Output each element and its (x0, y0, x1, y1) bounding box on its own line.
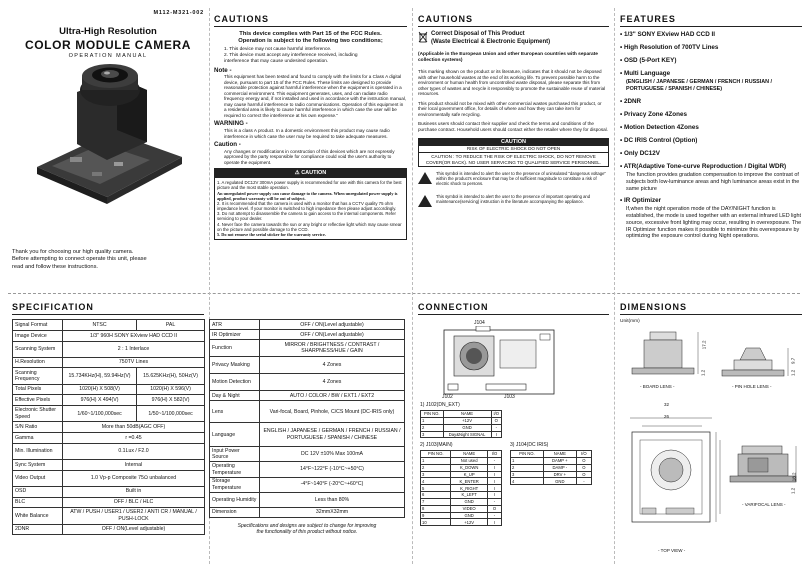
table-row: Language ENGLISH / JAPANESE / GERMAN / FRENCH / RUSSIAN / PORTUGUESE / SPANISH / CHINESE (210, 423, 405, 447)
column-divider (614, 8, 615, 564)
table-row: Privacy Masking 4 Zones (210, 357, 405, 374)
feature-item: • 1/3" SONY EXview HAD CCD II (620, 31, 716, 39)
model-number: M112-M321-002 (153, 10, 204, 16)
board-connection-diagram (440, 326, 590, 400)
j103-pin-table (420, 450, 502, 526)
table-row: 3 DRV + O (511, 471, 592, 478)
camera-module-image (22, 62, 192, 212)
varifocal-lens-drawing (620, 412, 800, 552)
features-list (620, 31, 802, 240)
table-row: Day & Night AUTO / COLOR / BW / EXT1 / EXT2 (210, 391, 405, 401)
spec-table-right (209, 319, 405, 518)
cautions-panel-2: CAUTIONS Correct Disposal of This Product (Waste Electrical & Electronic Equipment) (Applicable in the European Union and other European countries with separate collection systems) This marking shown on the product or its literature, indicates that it should not be disposed with other household wastes at the end of its working life. To prevent possible harm to the environment or human health from uncontrolled waste disposal, please separate this from other types of wastes and recycle it responsibly to promote the sustainable reuse of material resources. This product should not be mixed with other commercial wastes purchased this product, or their local government office, for details of where and how they can take item for environmentally safe recycling. Business users should contact their supplier and check the terms and conditions of the purchase contract. Household users should contact either the retailer where they for disposal. CAUTION RISK OF ELECTRIC SHOCK DO NOT OPEN CAUTION : TO REDUCE THE RISK OF ELECTRIC SHOCK, DO NOT REMOVE COVER(OR BACK). NO USER SERVICING TO QUALIFIED SERVICE PERSONNEL. This symbol is intended to alert the user to the presence of uninsulated "dangerous voltage" within the product's enclosure that may be of sufficient magnitude to constitute a risk of electric shock to persons. This symbol is intended to alert the user to the presence of important operating and maintenance(servicing) instruction in the literature accompanying the appliance. (418, 14, 609, 290)
table-row: Sync System Internal (13, 460, 205, 471)
feature-item: • IR Optimizer If,when the night operation mode of the DAY/NIGHT function is established, the mode is used together with an external infrared LED light source, excessive front lighting may occur, resulting in overexposure. The IR Optimizer function makes it possible to minimize this overexposure by optimizing the exposure control during Night operations. (620, 197, 802, 240)
feature-item: • High Resolution of 700TV Lines (620, 44, 719, 52)
features-title: FEATURES (620, 14, 802, 27)
dimensions-title: DIMENSIONS (620, 302, 802, 315)
title-line-1: Ultra-High Resolution (59, 25, 157, 37)
caution-box: ⚠ CAUTION 1. A regulated DC12V 300mA power supply is recommended for use with this camera for the best picture and the most stable operation. An unregulated power supply can cause damage to the camera. When unregulated power supply is applied, product warranty will be out of subject. 2. It is recommended that the camera is used with a monitor that has a CCTV quality 75 ohm impedance level. If your monitor is switched to high impedance then please adjust accordingly. 3. Do not attempt to disassemble the camera to gain access to the internal components. Refer servicing to your dealer. 4. Never face the camera towards the sun or any bright or reflective light which may cause smear on the picture and possible damage to the CCD. 5. Do not remove the serial sticker for the warranty service. (214, 168, 407, 240)
table-row: PIN NO. NAME I/O (421, 451, 502, 458)
connection-title: CONNECTION (418, 302, 609, 315)
horizontal-divider (8, 293, 800, 294)
feature-item: • Motion Detection 4Zones (620, 124, 699, 132)
feature-item: • ATR(Adaptive Tone-curve Reproduction / Digital WDR) The function provides gradation compensation to improve the contrast of subjects both low-luminance areas and high luminance areas exist in the same picture (620, 163, 800, 192)
connection-panel: CONNECTION J104 J102 J103 1) J102(DN_EXT) PIN NO. NAME I/O 1 +12V O 2 GND - 3 Day&Night SIGNAL I 2) J103(MAIN) PIN NO. NAME I/O 1 Not used - 2 K_DOWN I 3 K_UP I 4 K_ENTER I 5 K_RIGHT I 6 K_LEFT I 7 GND - 8 VIDEO O 9 GND - 10 +12V I 3) J104(DC IRIS) PIN NO. NAME I/O 1 DAMP + O 2 DAMP - O 3 DRV + O 4 GND - (418, 302, 609, 564)
table-row: Effective Pixels 976(H) X 494(V) 976(H) X 582(V) (13, 395, 205, 406)
table-row: S/N Ratio More than 50dB(AGC OFF) (13, 422, 205, 433)
table-row: 10 +12V I (421, 519, 502, 526)
cover-panel (12, 10, 204, 290)
lightning-warning-icon (418, 172, 432, 184)
table-row: IR Optimizer OFF / ON(Level adjustable) (210, 330, 405, 340)
exclamation-warning-icon (418, 195, 432, 207)
j102-pin-table (420, 410, 502, 438)
pinhole-lens-drawing (716, 346, 796, 386)
table-row: Input Power Source DC 12V ±10% Max 100mA (210, 447, 405, 462)
column-divider (412, 8, 413, 564)
feature-item: • Privacy Zone 4Zones (620, 110, 687, 118)
table-row: 4 K_ENTER I (421, 478, 502, 485)
feature-item: • Multi Language (ENGLISH / JAPANESE / GERMAN / FRENCH / RUSSIAN / PORTUGUESE / SPANISH / CHINESE) (620, 70, 773, 92)
table-row: 9 GND - (421, 512, 502, 519)
specification-title: SPECIFICATION (12, 302, 204, 315)
table-row: 8 VIDEO O (421, 505, 502, 512)
table-row: White Balance ATW / PUSH / USER1 / USER2 / ANTI CR / MANUAL / PUSH-LOCK (13, 508, 205, 524)
table-row: 5 K_RIGHT I (421, 485, 502, 492)
cautions-title: CAUTIONS (214, 14, 407, 27)
feature-item: • 2DNR (620, 97, 642, 105)
caution-bar: ⚠ CAUTION (215, 169, 406, 178)
table-row: 2 DAMP - O (511, 464, 592, 471)
table-row: BLC OFF / BLC / HLC (13, 497, 205, 508)
table-row: ATR OFF / ON(Level adjustable) (210, 320, 405, 330)
board-lens-drawing (626, 326, 706, 386)
table-row: Electronic Shutter Speed 1/60~1/100,000sec 1/50~1/100,000sec (13, 406, 205, 422)
specification-panel (12, 302, 408, 564)
table-row: 1 Not used - (421, 457, 502, 464)
shock-caution-bar: CAUTION (419, 139, 608, 146)
table-row: Image Device 1/3" 960H SONY EXview HAD CCD II (13, 330, 205, 341)
table-row: 7 GND - (421, 498, 502, 505)
table-row: 3 Day&Night SIGNAL I (421, 431, 502, 438)
table-row: 1 +12V O (421, 417, 502, 424)
table-row: Total Pixels 1020(H) X 508(V) 1020(H) X 596(V) (13, 384, 205, 395)
j104-pin-table (510, 450, 592, 485)
feature-item: • DC IRIS Control (Option) (620, 137, 698, 145)
table-row: Min. Illumination 0.1Lux / F2.0 (13, 443, 205, 459)
table-row: 6 K_LEFT I (421, 492, 502, 499)
cautions-panel-1: CAUTIONS This device complies with Part 15 of the FCC Rules. Operation is subject to the following two conditions; 1. This device may not cause harmful interference. 2. This device must accept any interference received, including interference that may cause undesired operation. Note - This equipment has been tested and found to comply with the limits for a Class A digital device, pursuant to part 15 of the FCC Rules. These limits are designed to provide reasonable protection against harmful interference when the equipment is operated in a commercial environment. This equipment generates, uses, and can radiate radio frequency energy and, if not installed and used in accordance with the instruction manual, may cause harmful interference to radio communications. Operation of this equipment in a residential area is likely to cause harmful interference in which case the user will be required to correct the interference at his own expense." WARNING - This is a class A product. In a domestic environment this product may cause radio interference in which case the user may be required to take adequate measures. Caution - Any changes or modifications in construction of this devices which are not expressly approved by the party responsible for compliance could void the user's authority to operate the equipment. ⚠ CAUTION 1. A regulated DC12V 300mA power supply is recommended for use with this camera for the best picture and the most stable operation. An unregulated power supply can cause damage to the camera. When unregulated power supply is applied, product warranty will be out of subject. 2. It is recommended that the camera is used with a monitor that has a CCTV quality 75 ohm impedance level. If your monitor is switched to high impedance then please adjust accordingly. 3. Do not attempt to disassemble the camera to gain access to the internal components. Refer servicing to your dealer. 4. Never face the camera towards the sun or any bright or reflective light which may cause smear on the picture and possible damage to the CCD. 5. Do not remove the serial sticker for the warranty service. (214, 14, 407, 290)
thank-you-text: Thank you for choosing our high quality camera. Before attempting to connect operate this unit, please read and follow these instructions. (12, 249, 147, 270)
table-row: Signal Format NTSC PAL (13, 320, 205, 331)
table-row: 2 K_DOWN I (421, 464, 502, 471)
table-row: 2 GND - (421, 424, 502, 431)
spec-table-left (12, 319, 205, 535)
table-row: Scanning System 2 : 1 Interlace (13, 341, 205, 357)
table-row: Video Output 1.0 Vp-p Composite 75Ω unbalanced (13, 470, 205, 486)
warning-icon: ⚠ (294, 170, 302, 177)
table-row: 4 GND - (511, 478, 592, 485)
table-row: Operating Humidity Less than 80% (210, 492, 405, 507)
table-row: 2DNR OFF / ON(Level adjustable) (13, 524, 205, 535)
title-line-3: OPERATION MANUAL (68, 52, 148, 59)
table-row: Motion Detection 4 Zones (210, 374, 405, 391)
spec-footnote: Specifications and designs are subject to change for improving the functionality of this product without notice. (237, 522, 377, 536)
table-row: PIN NO. NAME I/O (511, 451, 592, 458)
table-row: Scanning Frequency 15.734KHz(H), 59.94Hz(V) 15.625KHz(H), 50Hz(V) (13, 368, 205, 384)
table-row: Dimension 32mmX32mm (210, 507, 405, 517)
weee-bin-icon (418, 31, 428, 43)
table-row: 3 K_UP I (421, 471, 502, 478)
cautions-title-2: CAUTIONS (418, 14, 609, 27)
fcc-conditions: 1. This device may not cause harmful interference. 2. This device must accept any interference received, including interference that may cause undesired operation. (224, 46, 358, 64)
features-panel (620, 14, 802, 290)
title-line-2: COLOR MODULE CAMERA (24, 37, 192, 52)
dimensions-panel: DIMENSIONS Unit(mm) 17.2 1.2 - BOARD LENS - 9.7 1.2 - PIN HOLE LENS - 32 26 18.2 1.2 - VARIFOCAL LENS - - TOP VIEW - (620, 302, 802, 564)
table-row: Function MIRROR / BRIGHTNESS / CONTRAST / SHARPNESS/HUE / GAIN (210, 340, 405, 357)
table-row: Lens Vari-focal, Board, Pinhole, C/CS Mount (DC-IRIS only) (210, 401, 405, 423)
table-row: 1 DAMP + O (511, 457, 592, 464)
table-row: Storage Temperature -4°F~140°F (-20°C~+60°C) (210, 477, 405, 492)
table-row: OSD Built in (13, 486, 205, 497)
table-row: PIN NO. NAME I/O (421, 411, 502, 418)
feature-item: • OSD (5-Port KEY) (620, 57, 677, 65)
feature-item: • Only DC12V (620, 150, 660, 158)
table-row: H.Resolution 750TV Lines (13, 357, 205, 368)
table-row: Operating Temperature 14°F~122°F (-10°C~+50°C) (210, 462, 405, 477)
table-row: Gamma r =0.45 (13, 433, 205, 444)
shock-caution-box: CAUTION RISK OF ELECTRIC SHOCK DO NOT OPEN CAUTION : TO REDUCE THE RISK OF ELECTRIC SHOCK, DO NOT REMOVE COVER(OR BACK). NO USER SERVICING TO QUALIFIED SERVICE PERSONNEL. (418, 138, 609, 167)
